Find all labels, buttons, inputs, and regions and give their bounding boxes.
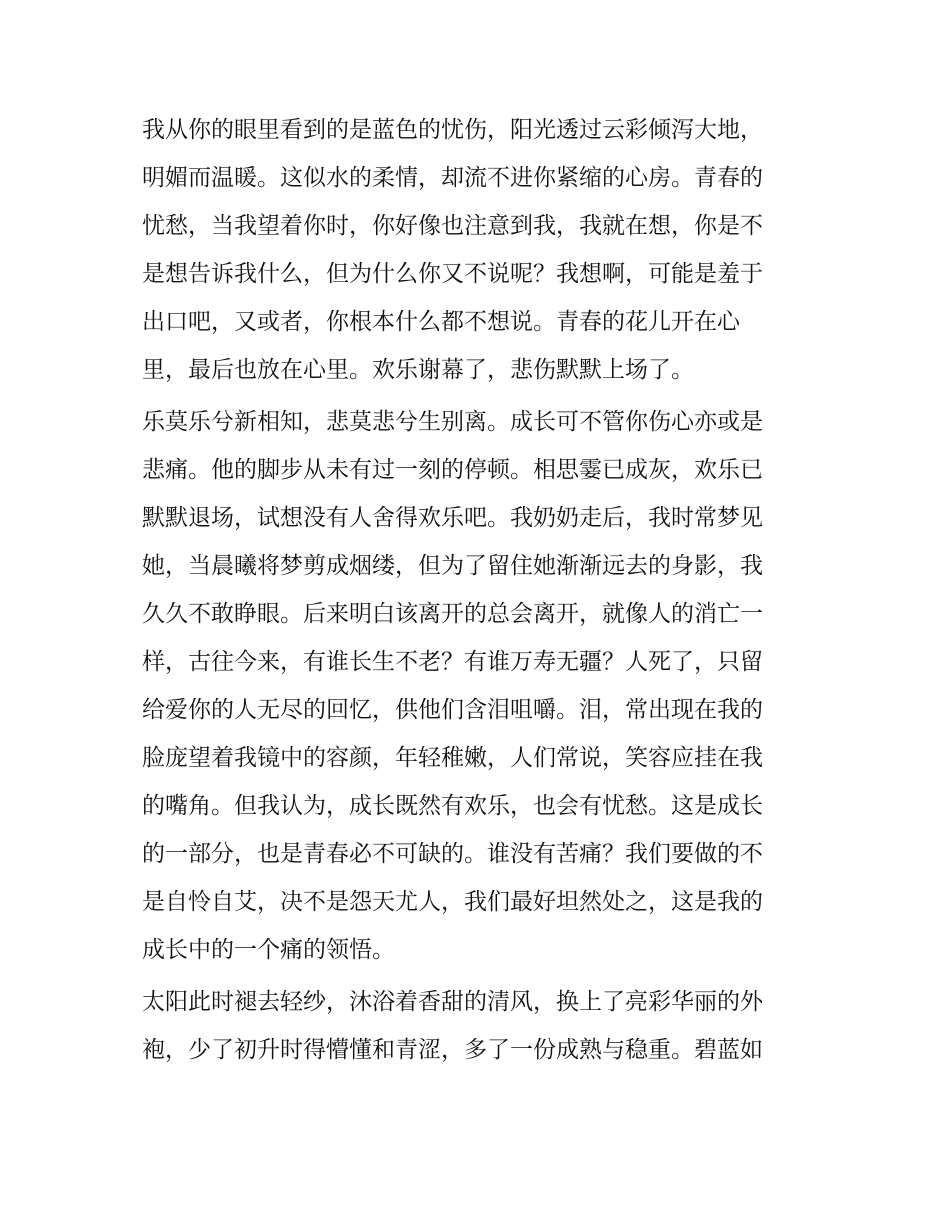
text-line: 的嘴角。但我认为，成长既然有欢乐，也会有忧愁。这是成长 xyxy=(142,793,763,819)
text-line: 成长中的一个痛的领悟。 xyxy=(142,937,395,963)
text-line: 样，古往今来，有谁长生不老？有谁万寿无疆？人死了，只留 xyxy=(142,649,763,675)
text-line: 是想告诉我什么，但为什么你又不说呢？我想啊，可能是羞于 xyxy=(142,261,763,287)
text-line: 我从你的眼里看到的是蓝色的忧伤，阳光透过云彩倾泻大地， xyxy=(142,117,763,143)
text-line: 明媚而温暖。这似水的柔情，却流不进你紧缩的心房。青春的 xyxy=(142,165,763,191)
text-line: 袍，少了初升时得懵懂和青涩，多了一份成熟与稳重。碧蓝如 xyxy=(142,1037,763,1063)
paragraph xyxy=(142,978,814,1074)
text-line: 忧愁，当我望着你时，你好像也注意到我，我就在想，你是不 xyxy=(142,213,763,239)
text-line: 悲痛。他的脚步从未有过一刻的停顿。相思霎已成灰，欢乐已 xyxy=(142,457,763,483)
text-line: 里，最后也放在心里。欢乐谢幕了，悲伤默默上场了。 xyxy=(142,357,694,383)
text-line: 的一部分，也是青春必不可缺的。谁没有苦痛？我们要做的不 xyxy=(142,841,763,867)
text-line: 给爱你的人无尽的回忆，供他们含泪咀嚼。泪，常出现在我的 xyxy=(142,697,763,723)
text-line: 太阳此时褪去轻纱，沐浴着香甜的清风，换上了亮彩华丽的外 xyxy=(142,989,763,1015)
text-line: 出口吧，又或者，你根本什么都不想说。青春的花儿开在心 xyxy=(142,309,740,335)
text-line: 脸庞望着我镜中的容颜，年轻稚嫩，人们常说，笑容应挂在我 xyxy=(142,745,763,771)
text-line: 默默退场，试想没有人舍得欢乐吧。我奶奶走后，我时常梦见 xyxy=(142,505,763,531)
text-line: 久久不敢睁眼。后来明白该离开的总会离开，就像人的消亡一 xyxy=(142,601,763,627)
paragraph xyxy=(142,398,814,974)
text-line: 乐莫乐兮新相知，悲莫悲兮生别离。成长可不管你伤心亦或是 xyxy=(142,409,763,435)
text-line: 是自怜自艾，决不是怨天尤人，我们最好坦然处之，这是我的 xyxy=(142,889,763,915)
document-body xyxy=(142,106,814,1074)
paragraph xyxy=(142,106,814,394)
text-line: 她，当晨曦将梦剪成烟缕，但为了留住她渐渐远去的身影，我 xyxy=(142,553,763,579)
